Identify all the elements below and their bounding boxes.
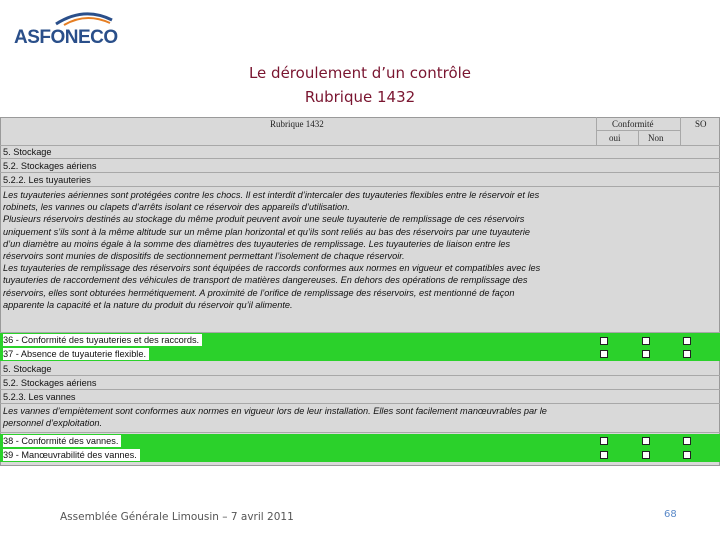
checklist-item-37: 37 - Absence de tuyauterie flexible. xyxy=(0,347,720,361)
item-39-so-checkbox[interactable] xyxy=(683,451,691,459)
header-non: Non xyxy=(648,133,664,143)
checklist-item-38: 38 - Conformité des vannes. xyxy=(0,434,720,448)
footer-text: Assemblée Générale Limousin – 7 avril 2011 xyxy=(60,511,294,523)
item-36-so-checkbox[interactable] xyxy=(683,337,691,345)
header-oui: oui xyxy=(609,133,621,143)
section2-heading: 5. Stockage xyxy=(3,364,52,374)
page-number: 68 xyxy=(664,509,677,520)
header-conformite: Conformité xyxy=(612,119,654,129)
section2-paragraph: Les vannes d’empiètement sont conformes aux normes en vigueur lors de leur installation. Elles sont facilement manœuvrables par le personnel d’exploitation. xyxy=(3,406,547,429)
item-38-so-checkbox[interactable] xyxy=(683,437,691,445)
logo-arc-icon xyxy=(54,10,114,26)
logo-wordmark: ASFONECO xyxy=(14,27,118,48)
item-36-oui-checkbox[interactable] xyxy=(600,337,608,345)
item-37-so-checkbox[interactable] xyxy=(683,350,691,358)
header-label: Rubrique 1432 xyxy=(270,119,324,129)
logo xyxy=(14,10,134,50)
page-title: Le déroulement d’un contrôle xyxy=(248,64,472,82)
item-38-non-checkbox[interactable] xyxy=(642,437,650,445)
header-so: SO xyxy=(695,119,707,129)
item-38-oui-checkbox[interactable] xyxy=(600,437,608,445)
item-37-non-checkbox[interactable] xyxy=(642,350,650,358)
item-39-oui-checkbox[interactable] xyxy=(600,451,608,459)
item-37-oui-checkbox[interactable] xyxy=(600,350,608,358)
section1-paragraph: Les tuyauteries aériennes sont protégées contre les chocs. Il est interdit d’intercaler des tuyauteries flexibles entre le réservoir et les robinets, les vannes ou clapets d’arrêts isolant ce réservoir des appareils d’utilisation. Plusieurs réservoirs destinés au stockage du même produit peuvent avoir une seule tuyauterie de remplissage de ces réservoirs uniquement s’ils sont à la même altitude sur un même plan horizontal et qu’ils sont reliés au bas des réservoirs par une tuyauterie d’un diamètre au moins égale à la somme des diamètres des tuyauteries de remplissage. Les tuyauteries de liaison entre les réservoirs sont munies de dispositifs de sectionnement permettant l’isolement de chaque réservoir. Les tuyauteries de remplissage des réservoirs sont équipées de raccords conformes aux normes en vigueur et compatibles avec les tuyauteries de raccordement des véhicules de transport de matières dangereuses. En dehors des opérations de remplissage des réservoirs, elles sont obturées hermétiquement. A proximité de l’orifice de remplissage des réservoirs, est mentionné de façon apparente la capacité et la nature du produit du réservoir qu’il alimente. xyxy=(3,190,541,310)
section1-subsubheading: 5.2.2. Les tuyauteries xyxy=(3,175,91,185)
section1-heading: 5. Stockage xyxy=(3,147,52,157)
item-39-non-checkbox[interactable] xyxy=(642,451,650,459)
section2-subheading: 5.2. Stockages aériens xyxy=(3,378,97,388)
section1-subheading: 5.2. Stockages aériens xyxy=(3,161,97,171)
page-subtitle: Rubrique 1432 xyxy=(304,88,416,106)
checklist-item-36: 36 - Conformité des tuyauteries et des raccords. xyxy=(0,333,720,347)
item-36-non-checkbox[interactable] xyxy=(642,337,650,345)
checklist-item-39: 39 - Manœuvrabilité des vannes. xyxy=(0,448,720,462)
section2-subsubheading: 5.2.3. Les vannes xyxy=(3,392,76,402)
